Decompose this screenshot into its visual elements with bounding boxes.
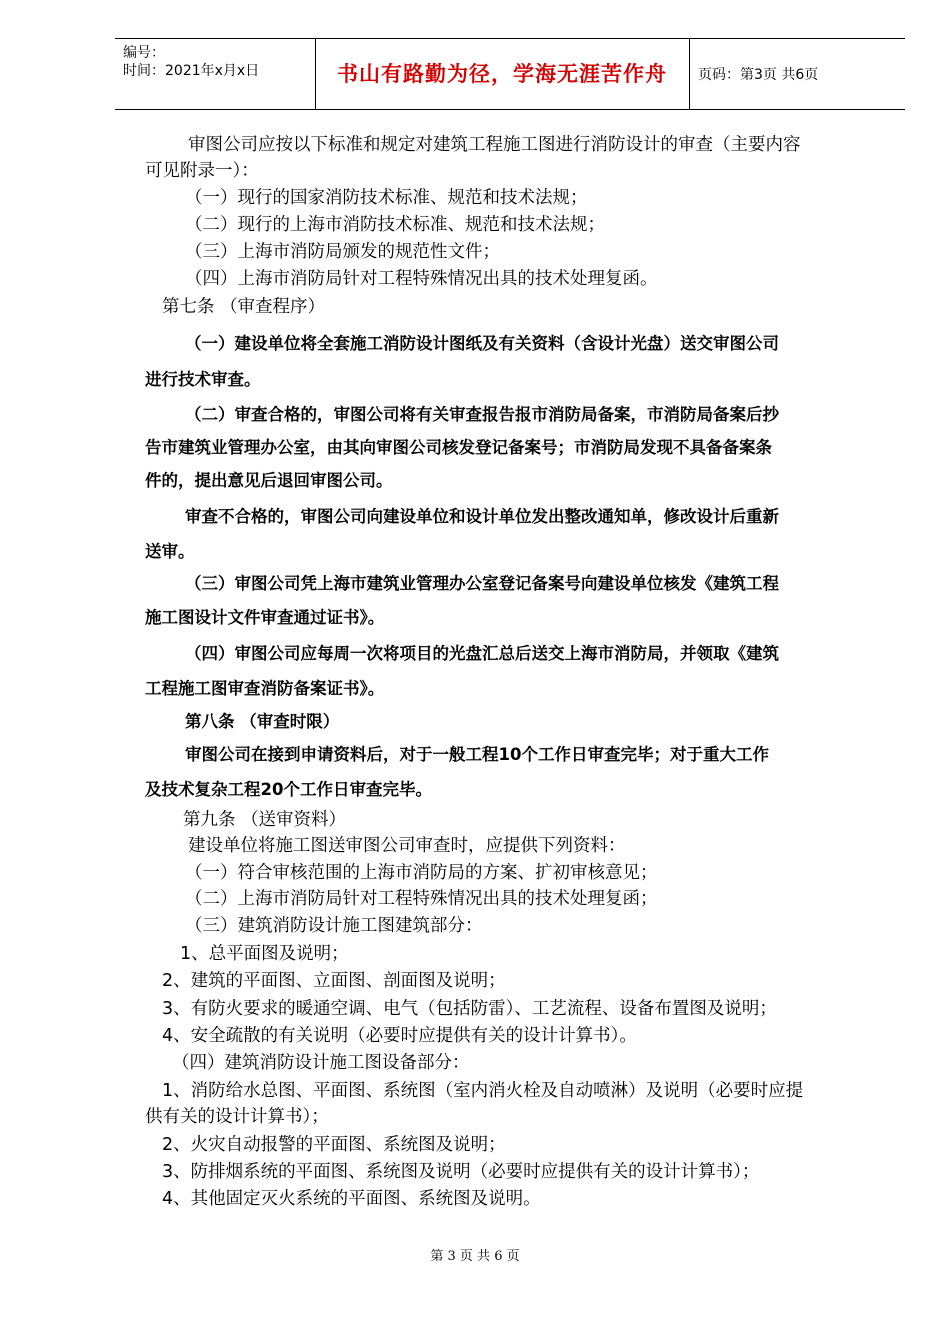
list-item: （四）建筑消防设计施工图设备部分： bbox=[172, 1053, 470, 1073]
paragraph-line: 施工图设计文件审查通过证书》。 bbox=[145, 608, 385, 627]
list-item: 2、建筑的平面图、立面图、剖面图及说明； bbox=[162, 971, 506, 991]
article-heading: 第七条 （审查程序） bbox=[162, 297, 326, 317]
paragraph-line: 审图公司应按以下标准和规定对建筑工程施工图进行消防设计的审查（主要内容 bbox=[188, 135, 801, 155]
paragraph-line: （四）审图公司应每周一次将项目的光盘汇总后送交上海市消防局，并领取《建筑 bbox=[185, 644, 779, 663]
paragraph-line: 可见附录一）： bbox=[145, 161, 259, 181]
list-item: 2、火灾自动报警的平面图、系统图及说明； bbox=[162, 1135, 506, 1155]
paragraph-line: 送审。 bbox=[145, 542, 195, 561]
paragraph-line: 工程施工图审查消防备案证书》。 bbox=[145, 679, 385, 698]
list-item: （二）上海市消防局针对工程特殊情况出具的技术处理复函； bbox=[185, 889, 658, 909]
list-item: （一）符合审核范围的上海市消防局的方案、扩初审核意见； bbox=[185, 863, 658, 883]
paragraph-line: （二）审查合格的，审图公司将有关审查报告报市消防局备案，市消防局备案后抄 bbox=[185, 405, 779, 424]
time-label: 时间：2021年x月x日 bbox=[123, 63, 260, 79]
list-item: （二）现行的上海市消防技术标准、规范和技术法规； bbox=[185, 215, 605, 235]
list-item: 1、消防给水总图、平面图、系统图（室内消火栓及自动喷淋）及说明（必要时应提 bbox=[162, 1081, 804, 1101]
list-item: 3、防排烟系统的平面图、系统图及说明（必要时应提供有关的设计计算书）； bbox=[162, 1162, 760, 1182]
number-label: 编号： bbox=[123, 45, 165, 61]
list-item: 4、安全疏散的有关说明（必要时应提供有关的设计计算书）。 bbox=[162, 1026, 637, 1046]
list-item: （四）上海市消防局针对工程特殊情况出具的技术处理复函。 bbox=[185, 269, 658, 289]
page-footer: 第 3 页 共 6 页 bbox=[430, 1249, 520, 1264]
page-header bbox=[115, 38, 905, 110]
list-item: （三）建筑消防设计施工图建筑部分： bbox=[185, 916, 483, 936]
paragraph-line: 件的，提出意见后退回审图公司。 bbox=[145, 471, 393, 490]
paragraph-line: 及技术复杂工程20个工作日审查完毕。 bbox=[145, 780, 432, 799]
paragraph-line: 进行技术审查。 bbox=[145, 370, 261, 389]
header-meta-cell bbox=[115, 39, 316, 109]
article-heading: 第九条 （送审资料） bbox=[183, 810, 347, 830]
list-item: （三）上海市消防局颁发的规范性文件； bbox=[185, 242, 500, 262]
page-label: 页码：第3页 共6页 bbox=[698, 67, 819, 83]
paragraph-line: 审图公司在接到申请资料后，对于一般工程10个工作日审查完毕；对于重大工作 bbox=[185, 745, 769, 764]
header-page-cell bbox=[690, 39, 905, 109]
paragraph-line: 告市建筑业管理办公室，由其向审图公司核发登记备案号；市消防局发现不具备备案条 bbox=[145, 438, 772, 457]
paragraph-line: （三）审图公司凭上海市建筑业管理办公室登记备案号向建设单位核发《建筑工程 bbox=[185, 574, 779, 593]
list-item: 供有关的设计计算书）； bbox=[145, 1107, 329, 1127]
header-motto: 书山有路勤为径，学海无涯苦作舟 bbox=[315, 39, 690, 109]
paragraph-line: 审查不合格的，审图公司向建设单位和设计单位发出整改通知单，修改设计后重新 bbox=[185, 507, 779, 526]
list-item: 4、其他固定灭火系统的平面图、系统图及说明。 bbox=[162, 1189, 541, 1209]
paragraph-line: （一）建设单位将全套施工消防设计图纸及有关资料（含设计光盘）送交审图公司 bbox=[185, 334, 779, 353]
list-item: （一）现行的国家消防技术标准、规范和技术法规； bbox=[185, 188, 588, 208]
article-heading: 第八条 （审查时限） bbox=[185, 712, 340, 731]
paragraph-line: 建设单位将施工图送审图公司审查时，应提供下列资料： bbox=[188, 836, 626, 856]
list-item: 1、总平面图及说明； bbox=[180, 944, 349, 964]
list-item: 3、有防火要求的暖通空调、电气（包括防雷）、工艺流程、设备布置图及说明； bbox=[162, 999, 777, 1019]
